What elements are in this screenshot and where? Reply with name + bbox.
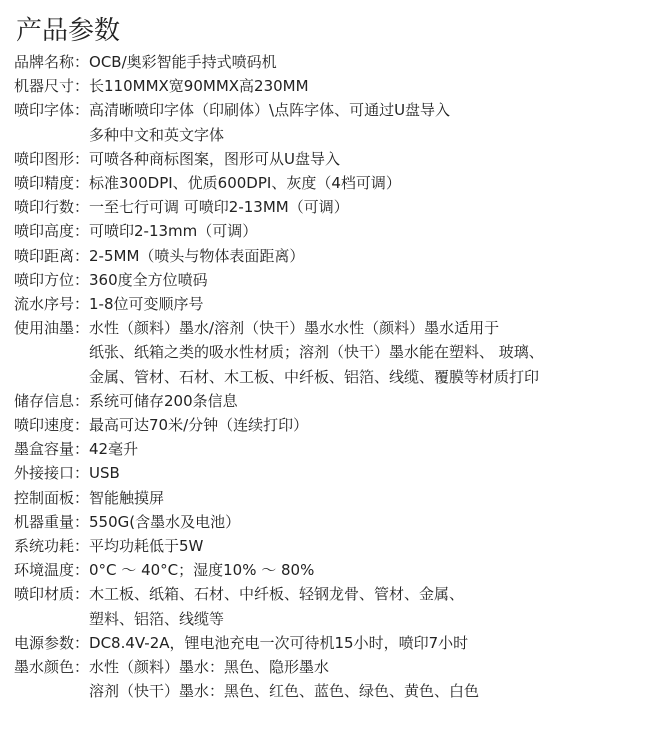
spec-value: [89, 389, 644, 413]
spec-value-line: 42毫升: [89, 440, 139, 459]
spec-label: 喷印材质：: [14, 585, 90, 604]
spec-value: [89, 171, 644, 195]
spec-label: 喷印字体：: [14, 101, 90, 120]
spec-value-line: 可喷印2-13mm（可调）: [89, 222, 258, 241]
spec-row: [14, 461, 644, 485]
spec-value: [89, 655, 644, 703]
spec-value: [89, 74, 644, 98]
spec-value-line: DC8.4V-2A，锂电池充电一次可待机15小时，喷印7小时: [89, 633, 469, 652]
spec-value-line: 长110MMX宽90MMX高230MM: [89, 77, 309, 96]
spec-value-line: 一至七行可调 可喷印2-13MM（可调）: [89, 198, 349, 217]
spec-row: [14, 50, 644, 74]
spec-label: 电源参数：: [14, 633, 90, 652]
spec-value-line: 金属、管材、石材、木工板、中纤板、铝箔、线缆、覆膜等材质打印: [89, 367, 540, 386]
spec-value-line: OCB/奥彩智能手持式喷码机: [89, 53, 277, 71]
spec-label: 控制面板：: [14, 488, 90, 507]
spec-value-line: 360度全方位喷码: [89, 270, 208, 289]
spec-label: 喷印图形：: [14, 149, 90, 168]
spec-row: [14, 510, 644, 534]
spec-value-line: USB: [89, 464, 120, 483]
spec-label: 墨水颜色：: [14, 658, 90, 677]
spec-label: 系统功耗：: [14, 537, 90, 556]
spec-value-line: 可喷各种商标图案，图形可从U盘导入: [89, 149, 340, 168]
page-title: 产品参数: [16, 16, 121, 46]
spec-label: 喷印速度：: [14, 416, 90, 435]
spec-value: [89, 534, 644, 558]
spec-value-line: 标准300DPI、优质600DPI、灰度（4档可调）: [89, 174, 401, 193]
spec-row: [14, 268, 644, 292]
spec-value-line: 平均功耗低于5W: [89, 537, 204, 556]
spec-row: [14, 292, 644, 316]
spec-row: [14, 147, 644, 171]
spec-label: 品牌名称：: [14, 53, 90, 71]
spec-value: [89, 582, 644, 630]
spec-label: 喷印距离：: [14, 246, 90, 265]
spec-row: [14, 413, 644, 437]
spec-value: [89, 50, 644, 74]
spec-value: [89, 486, 644, 510]
spec-row: [14, 582, 644, 630]
spec-value-line: 550G(含墨水及电池）: [89, 512, 241, 531]
spec-row: [14, 486, 644, 510]
spec-value-line: 纸张、纸箱之类的吸水性材质；溶剂（快干）墨水能在塑料、 玻璃、: [89, 343, 544, 362]
spec-value-line: 水性（颜料）墨水：黑色、隐形墨水: [89, 658, 330, 677]
spec-value-line: 1-8位可变顺序号: [89, 295, 204, 314]
spec-value: [89, 98, 644, 146]
spec-value: [89, 510, 644, 534]
spec-value: [89, 268, 644, 292]
spec-value-line: 0°C ～ 40°C；湿度10% ～ 80%: [89, 561, 315, 580]
spec-list: [14, 50, 644, 703]
spec-value: [89, 437, 644, 461]
spec-row: [14, 389, 644, 413]
spec-label: 环境温度：: [14, 561, 90, 580]
spec-row: [14, 437, 644, 461]
spec-value: [89, 558, 644, 582]
spec-row: [14, 558, 644, 582]
spec-row: [14, 98, 644, 146]
spec-value: [89, 147, 644, 171]
spec-label: 喷印精度：: [14, 174, 90, 193]
spec-row: [14, 244, 644, 268]
spec-row: [14, 316, 644, 389]
spec-value: [89, 195, 644, 219]
spec-value: [89, 461, 644, 485]
spec-row: [14, 534, 644, 558]
spec-value: [89, 219, 644, 243]
spec-value-line: 塑料、铝箔、线缆等: [89, 609, 225, 628]
spec-label: 流水序号：: [14, 295, 90, 314]
spec-row: [14, 655, 644, 703]
spec-value-line: 水性（颜料）墨水/溶剂（快干）墨水水性（颜料）墨水适用于: [89, 319, 500, 338]
spec-label: 喷印高度：: [14, 222, 90, 241]
spec-value-line: 系统可储存200条信息: [89, 391, 238, 410]
spec-value: [89, 316, 644, 389]
spec-row: [14, 171, 644, 195]
spec-row: [14, 219, 644, 243]
spec-label: 使用油墨：: [14, 319, 90, 338]
spec-value-line: 智能触摸屏: [89, 488, 165, 507]
spec-value-line: 多种中文和英文字体: [89, 125, 225, 144]
spec-label: 机器尺寸：: [14, 77, 90, 96]
spec-value: [89, 631, 644, 655]
spec-value-line: 木工板、纸箱、石材、中纤板、轻钢龙骨、管材、金属、: [89, 585, 465, 604]
spec-value: [89, 413, 644, 437]
spec-label: 外接接口：: [14, 464, 90, 483]
spec-label: 喷印行数：: [14, 198, 90, 217]
spec-value: [89, 244, 644, 268]
spec-value-line: 2-5MM（喷头与物体表面距离）: [89, 246, 305, 265]
spec-value-line: 高清晰喷印字体（印刷体）\点阵字体、可通过U盘导入: [89, 101, 451, 120]
spec-row: [14, 631, 644, 655]
spec-label: 墨盒容量：: [14, 440, 90, 459]
spec-row: [14, 195, 644, 219]
spec-label: 储存信息：: [14, 391, 90, 410]
spec-value: [89, 292, 644, 316]
spec-row: [14, 74, 644, 98]
spec-value-line: 溶剂（快干）墨水：黑色、红色、蓝色、绿色、黄色、白色: [89, 682, 480, 701]
spec-label: 喷印方位：: [14, 270, 90, 289]
spec-value-line: 最高可达70米/分钟（连续打印）: [89, 416, 309, 435]
spec-label: 机器重量：: [14, 512, 90, 531]
